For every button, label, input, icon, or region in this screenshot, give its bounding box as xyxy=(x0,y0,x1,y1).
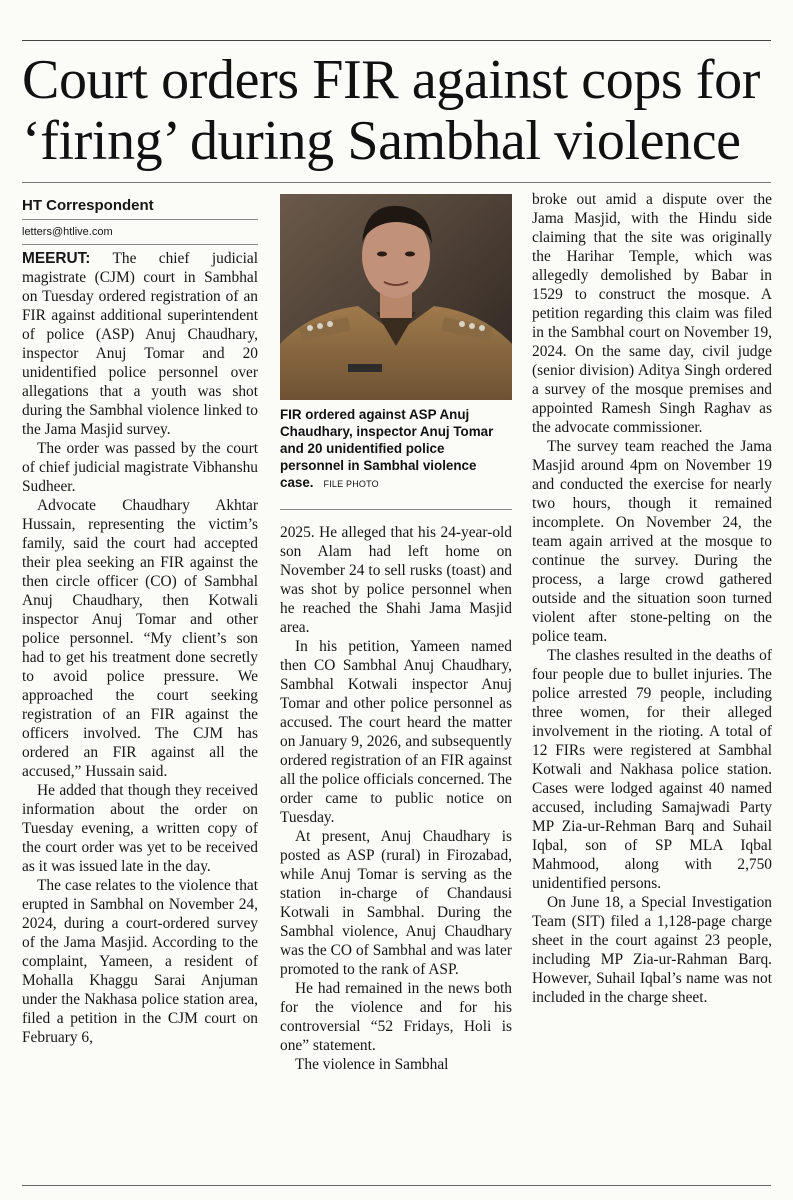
headline-rule xyxy=(22,182,771,183)
paragraph: The violence in Sambhal xyxy=(295,1056,449,1073)
top-rule xyxy=(22,40,771,41)
headline: Court orders FIR against cops for ‘firing’ during Sambhal violence xyxy=(22,49,761,172)
paragraph: The survey team reached the Jama Masjid around 4pm on November 19 and conducted the exercise for nearly two hours, though it remained incomplete. On November 24, the team again arrived at the mosque to continue the survey. During the process, a large crowd gathered outside and the situation soon turned violent after stone-pelting on the police team. xyxy=(532,438,772,645)
photo-credit: FILE PHOTO xyxy=(323,479,379,489)
paragraph: In his petition, Yameen named then CO Sambhal Anuj Chaudhary, Sambhal Kotwali inspector Anuj Tomar and other police personnel as accused. The court heard the matter on January 9, 2026, and subsequently ordered registration of an FIR against all the police officials concerned. The order came to public notice on Tuesday. xyxy=(280,638,512,826)
paragraph: He had remained in the news both for the violence and for his controversial “52 Fridays, Holi is one” statement. xyxy=(280,980,512,1054)
byline: HT Correspondent xyxy=(22,196,258,220)
police-officer-portrait xyxy=(280,194,512,400)
paragraph xyxy=(22,249,258,439)
paragraph: He added that though they received information about the order on Tuesday evening, a written copy of the court order was yet to be received as it was issued late in the day. xyxy=(22,782,258,875)
photo-caption xyxy=(280,406,512,493)
paragraph: On June 18, a Special Investigation Team (SIT) filed a 1,128-page charge sheet in the court against 23 people, including MP Zia-ur-Rahman Barq. However, Suhail Iqbal’s name was not included in the charge sheet. xyxy=(532,894,772,1006)
column-1 xyxy=(22,196,258,1047)
paragraph: Advocate Chaudhary Akhtar Hussain, representing the victim’s family, said the court had accepted their plea seeking an FIR against the then circle officer (CO) of Sambhal Anuj Chaudhary, then Kotwali inspector Anuj Tomar and other police personnel. “My client’s son had to get his treatment done secretly to avoid police pressure. We approached the court seeking registration of an FIR against the officers involved. The CJM has ordered an FIR against all the accused,” Hussain said. xyxy=(22,497,258,780)
bottom-rule xyxy=(22,1185,771,1186)
byline-email: letters@htlive.com xyxy=(22,224,258,245)
paragraph: The case relates to the violence that erupted in Sambhal on November 24, 2024, during a court-ordered survey of the Jama Masjid. According to the complaint, Yameen, a resident of Mohalla Khaggu Sarai Anjuman under the Nakhasa police station area, filed a petition in the CJM court on February 6, xyxy=(22,877,258,1046)
caption-text: FIR ordered against ASP Anuj Chaudhary, inspector Anuj Tomar and 20 unidentified police personnel in Sambhal violence case. xyxy=(280,407,494,490)
paragraph: At present, Anuj Chaudhary is posted as ASP (rural) in Firozabad, while Anuj Tomar is serving as the station in-charge of Chandausi Kotwali in Sambhal. During the Sambhal violence, Anuj Chaudhary was the CO of Sambhal and was later promoted to the rank of ASP. xyxy=(280,828,512,978)
paragraph: broke out amid a dispute over the Jama Masjid, with the Hindu side claiming that the site was originally the Harihar Temple, which was allegedly demolished by Babar in 1529 to construct the mosque. A petition regarding this claim was filed in the Sambhal court on November 19, 2024. On the same day, civil judge (senior division) Aditya Singh ordered a survey of the mosque premises and appointed Ramesh Singh Raghav as the advocate commissioner. xyxy=(532,191,772,436)
paragraph-text: The chief judicial magistrate (CJM) court in Sambhal on Tuesday ordered registration of an FIR against additional superintendent of police (ASP) Anuj Chaudhary, inspector Anuj Tomar and 20 unidentified police personnel over allegations that a youth was shot during the Sambhal violence linked to the Jama Masjid survey. xyxy=(22,250,258,438)
column-2 xyxy=(280,523,512,1074)
dateline: MEERUT: xyxy=(22,250,91,267)
paragraph: 2025. He alleged that his 24-year-old son Alam had left home on November 24 to sell rusks (toast) and was shot by police personnel when he reached the Shahi Jama Masjid area. xyxy=(280,524,512,636)
paragraph: The order was passed by the court of chief judicial magistrate Vibhanshu Sudheer. xyxy=(22,440,258,495)
column-3 xyxy=(532,190,772,1007)
paragraph: The clashes resulted in the deaths of four people due to bullet injuries. The police arrested 79 people, including three women, for their alleged involvement in the rioting. A total of 12 FIRs were registered at Sambhal Kotwali and Nakhasa police station. Cases were lodged against 40 named accused, including Samajwadi Party MP Zia-ur-Rehman Barq and Suhail Iqbal, son of SP MLA Iqbal Mahmood, along with 2,750 unidentified persons. xyxy=(532,647,772,892)
caption-rule xyxy=(280,509,512,510)
article-photo xyxy=(280,194,512,400)
